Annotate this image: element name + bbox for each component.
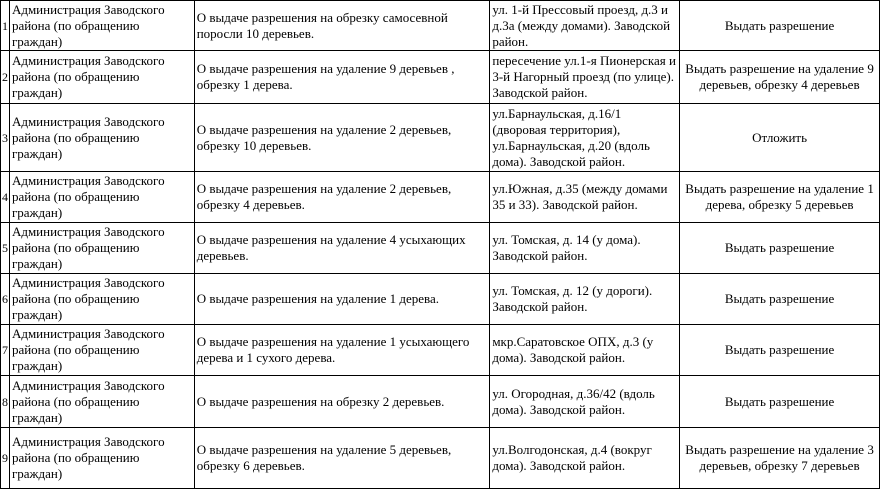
decision-line: Выдать разрешение на удаление 3 xyxy=(685,442,874,457)
request-cell: О выдаче разрешения на удаление 2 деревьев, обрезку 10 деревьев. xyxy=(194,104,490,172)
table-row xyxy=(1,376,880,428)
address-cell: ул.Южная, д.35 (между домами 35 и 33). Заводской район. xyxy=(490,172,680,223)
decision-line: дерева, обрезку 5 деревьев xyxy=(705,197,854,212)
decision-line: Выдать разрешение xyxy=(724,17,835,33)
decision-cell xyxy=(680,51,880,104)
address-cell: ул. Томская, д. 14 (у дома). Заводской район. xyxy=(490,223,680,274)
applicant-cell: Администрация Заводского района (по обращению граждан) xyxy=(9,1,194,51)
decision-cell xyxy=(680,274,880,325)
table-row xyxy=(1,1,880,51)
address-cell: пересечение ул.1-я Пионерская и 3-й Нагорный проезд (по улице). Заводской район. xyxy=(490,51,680,104)
applicant-cell: Администрация Заводского района (по обращению граждан) xyxy=(9,428,194,489)
applicant-cell: Администрация Заводского района (по обращению граждан) xyxy=(9,376,194,428)
applicant-cell: Администрация Заводского района (по обращению граждан) xyxy=(9,172,194,223)
row-number: 8 xyxy=(1,376,10,428)
table-row xyxy=(1,428,880,489)
request-cell: О выдаче разрешения на обрезку самосевной поросли 10 деревьев. xyxy=(194,1,490,51)
row-number: 3 xyxy=(1,104,10,172)
address-cell: мкр.Саратовское ОПХ, д.3 (у дома). Заводской район. xyxy=(490,325,680,376)
decision-line: Выдать разрешение xyxy=(724,240,835,255)
request-cell: О выдаче разрешения на удаление 5 деревьев, обрезку 6 деревьев. xyxy=(194,428,490,489)
request-cell: О выдаче разрешения на удаление 4 усыхающих деревьев. xyxy=(194,223,490,274)
decision-line: деревьев, обрезку 4 деревьев xyxy=(699,77,860,92)
decision-cell xyxy=(680,428,880,489)
decision-line: Выдать разрешение xyxy=(724,342,835,357)
row-number: 5 xyxy=(1,223,10,274)
decision-cell xyxy=(680,1,880,51)
applicant-cell: Администрация Заводского района (по обращению граждан) xyxy=(9,325,194,376)
decision-line: Выдать разрешение xyxy=(724,393,835,409)
table-row xyxy=(1,325,880,376)
decision-cell xyxy=(680,325,880,376)
row-number: 2 xyxy=(1,51,10,104)
table-row xyxy=(1,104,880,172)
row-number: 7 xyxy=(1,325,10,376)
table-row xyxy=(1,51,880,104)
address-cell: ул.Барнаульская, д.16/1 (дворовая территория), ул.Барнаульская, д.20 (вдоль дома). Заводской район. xyxy=(490,104,680,172)
table-row xyxy=(1,274,880,325)
applicant-cell: Администрация Заводского района (по обращению граждан) xyxy=(9,223,194,274)
row-number: 1 xyxy=(1,1,10,51)
decision-cell xyxy=(680,223,880,274)
request-cell: О выдаче разрешения на удаление 1 дерева. xyxy=(194,274,490,325)
table-row xyxy=(1,223,880,274)
decision-cell xyxy=(680,172,880,223)
decision-line: Отложить xyxy=(752,129,808,145)
decision-line: деревьев, обрезку 7 деревьев xyxy=(699,458,860,473)
decision-cell xyxy=(680,376,880,428)
request-cell: О выдаче разрешения на удаление 9 деревьев , обрезку 1 дерева. xyxy=(194,51,490,104)
table-body xyxy=(1,1,880,489)
decision-line: Выдать разрешение xyxy=(724,291,835,306)
row-number: 9 xyxy=(1,428,10,489)
applicant-cell: Администрация Заводского района (по обращению граждан) xyxy=(9,274,194,325)
request-cell: О выдаче разрешения на удаление 2 деревьев, обрезку 4 деревьев. xyxy=(194,172,490,223)
applicant-cell: Администрация Заводского района (по обращению граждан) xyxy=(9,104,194,172)
address-cell: ул. 1-й Прессовый проезд, д.3 и д.3а (между домами). Заводской район. xyxy=(490,1,680,51)
decision-cell xyxy=(680,104,880,172)
row-number: 4 xyxy=(1,172,10,223)
address-cell: ул. Огородная, д.36/42 (вдоль дома). Заводской район. xyxy=(490,376,680,428)
decision-line: Выдать разрешение на удаление 9 xyxy=(685,61,874,76)
request-cell: О выдаче разрешения на удаление 1 усыхающего дерева и 1 сухого дерева. xyxy=(194,325,490,376)
applicant-cell: Администрация Заводского района (по обращению граждан) xyxy=(9,51,194,104)
row-number: 6 xyxy=(1,274,10,325)
request-cell: О выдаче разрешения на обрезку 2 деревьев. xyxy=(194,376,490,428)
address-cell: ул.Волгодонская, д.4 (вокруг дома). Заводской район. xyxy=(490,428,680,489)
table-row xyxy=(1,172,880,223)
decision-line: Выдать разрешение на удаление 1 xyxy=(685,181,874,196)
address-cell: ул. Томская, д. 12 (у дороги). Заводской район. xyxy=(490,274,680,325)
